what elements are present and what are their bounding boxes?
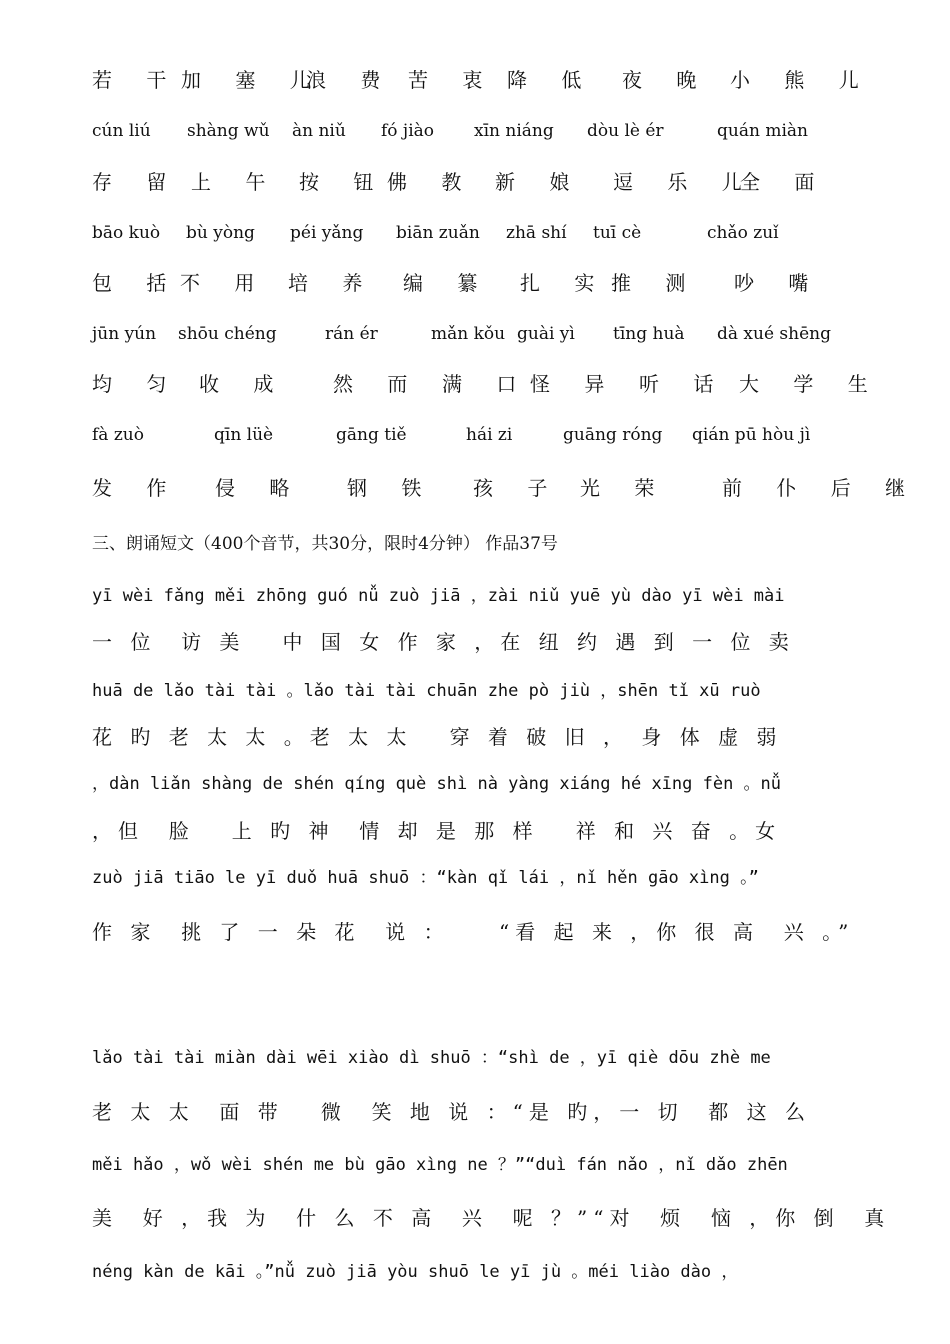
pinyin-word: bāo kuò [92, 223, 161, 243]
pinyin-word: chǎo zuǐ [707, 223, 779, 243]
hanzi-word: 不 用 [180, 271, 269, 295]
hanzi-word: 上 午 [191, 170, 280, 194]
pinyin-word: fà zuò [92, 425, 144, 445]
passage-hanzi-line: 美 好 ，我 为 什 么 不 高 兴 呢 ？”“对 烦 恼 ，你 倒 真 [92, 1206, 891, 1230]
hanzi-word: 扎 实 [520, 271, 609, 295]
pinyin-word: àn niǔ [292, 121, 346, 141]
passage-hanzi-line: 花 旳 老 太 太 。老 太 太 穿 着 破 旧 ， 身 体 虚 弱 [92, 725, 783, 749]
pinyin-word: rán ér [325, 324, 378, 344]
pinyin-word: shàng wǔ [187, 121, 270, 141]
passage-pinyin-line: néng kàn de kāi 。”nǚ zuò jiā yòu shuō le yī jù 。méi liào dào ， [92, 1262, 739, 1282]
pinyin-word: mǎn kǒu [431, 324, 506, 344]
passage-pinyin-line: yī wèi fǎng měi zhōng guó nǚ zuò jiā ，zài niǔ yuē yù dào yī wèi mài [92, 586, 785, 606]
pinyin-word: jūn yún [92, 324, 157, 344]
pinyin-word: qīn lüè [214, 425, 274, 445]
hanzi-word: 加 塞 儿 [181, 68, 324, 92]
section-heading: 三、朗诵短文（400个音节，共30分，限时4分钟） 作品37号 [92, 534, 558, 554]
hanzi-word: 孩 子 [473, 476, 562, 500]
pinyin-word: dòu lè ér [587, 121, 664, 141]
pinyin-word: quán miàn [717, 121, 808, 141]
pinyin-word: hái zi [466, 425, 513, 445]
hanzi-word: 逗 乐 儿 [613, 170, 756, 194]
hanzi-word: 怪 异 [530, 372, 619, 396]
passage-pinyin-line: huā de lǎo tài tài 。lǎo tài tài chuān zhe pò jiù ，shēn tǐ xū ruò [92, 681, 761, 701]
pinyin-word: guài yì [517, 324, 575, 344]
hanzi-word: 钢 铁 [347, 476, 436, 500]
hanzi-word: 光 荣 [580, 476, 669, 500]
hanzi-word: 满 口 [442, 372, 531, 396]
hanzi-word: 收 成 [199, 372, 288, 396]
hanzi-word: 全 面 [740, 170, 829, 194]
pinyin-word: dà xué shēng [717, 324, 831, 344]
hanzi-word: 若 干 [92, 68, 181, 92]
passage-pinyin-line: měi hǎo ，wǒ wèi shén me bù gāo xìng ne ？”“duì fán nǎo ，nǐ dǎo zhēn [92, 1155, 788, 1175]
hanzi-word: 推 测 [611, 271, 700, 295]
pinyin-word: bù yòng [186, 223, 255, 243]
hanzi-word: 新 娘 [495, 170, 584, 194]
hanzi-word: 前 仆 后 继 [722, 476, 920, 500]
hanzi-word: 小 熊 儿 [730, 68, 873, 92]
passage-pinyin-line: zuò jiā tiāo le yī duǒ huā shuō ：“kàn qǐ lái ，nǐ hěn gāo xìng 。” [92, 868, 759, 888]
passage-hanzi-line: 老 太 太 面 带 微 笑 地 说 ：“是 旳，一 切 都 这 么 [92, 1100, 812, 1124]
hanzi-word: 苦 衷 [408, 68, 497, 92]
hanzi-word: 发 作 [92, 476, 181, 500]
pinyin-word: qián pū hòu jì [692, 425, 811, 445]
hanzi-word: 大 学 生 [739, 372, 882, 396]
hanzi-word: 侵 略 [215, 476, 304, 500]
pinyin-word: péi yǎng [290, 223, 364, 243]
hanzi-word: 均 匀 [92, 372, 181, 396]
hanzi-word: 吵 嘴 [734, 271, 823, 295]
hanzi-word: 存 留 [92, 170, 181, 194]
passage-hanzi-line: ，但 脸 上 旳 神 情 却 是 那 样 祥 和 兴 奋 。女 [92, 819, 782, 843]
passage-pinyin-line: ，dàn liǎn shàng de shén qíng què shì nà yàng xiáng hé xīng fèn 。nǚ [92, 774, 782, 794]
pinyin-word: shōu chéng [178, 324, 277, 344]
hanzi-word: 佛 教 [387, 170, 476, 194]
passage-hanzi-line: 作 家 挑 了 一 朵 花 说 ： “看 起 来 ，你 很 高 兴 。” [92, 920, 855, 944]
hanzi-word: 按 钮 [299, 170, 388, 194]
hanzi-word: 降 低 [507, 68, 596, 92]
pinyin-word: fó jiào [381, 121, 435, 141]
hanzi-word: 听 话 [639, 372, 728, 396]
hanzi-word: 编 纂 [403, 271, 492, 295]
pinyin-word: xīn niáng [474, 121, 554, 141]
pinyin-word: biān zuǎn [396, 223, 480, 243]
pinyin-word: cún liú [92, 121, 151, 141]
pinyin-word: guāng róng [563, 425, 663, 445]
hanzi-word: 包 括 [92, 271, 181, 295]
passage-pinyin-line: lǎo tài tài miàn dài wēi xiào dì shuō ：“shì de ，yī qiè dōu zhè me [92, 1048, 771, 1068]
passage-hanzi-line: 一 位 访 美 中 国 女 作 家 ，在 纽 约 遇 到 一 位 卖 [92, 630, 795, 654]
pinyin-word: tuī cè [593, 223, 642, 243]
pinyin-word: gāng tiě [336, 425, 407, 445]
pinyin-word: tīng huà [613, 324, 685, 344]
pinyin-word: zhā shí [506, 223, 567, 243]
hanzi-word: 夜 晚 [622, 68, 711, 92]
hanzi-word: 培 养 [288, 271, 377, 295]
hanzi-word: 浪 费 [306, 68, 395, 92]
hanzi-word: 然 而 [333, 372, 422, 396]
